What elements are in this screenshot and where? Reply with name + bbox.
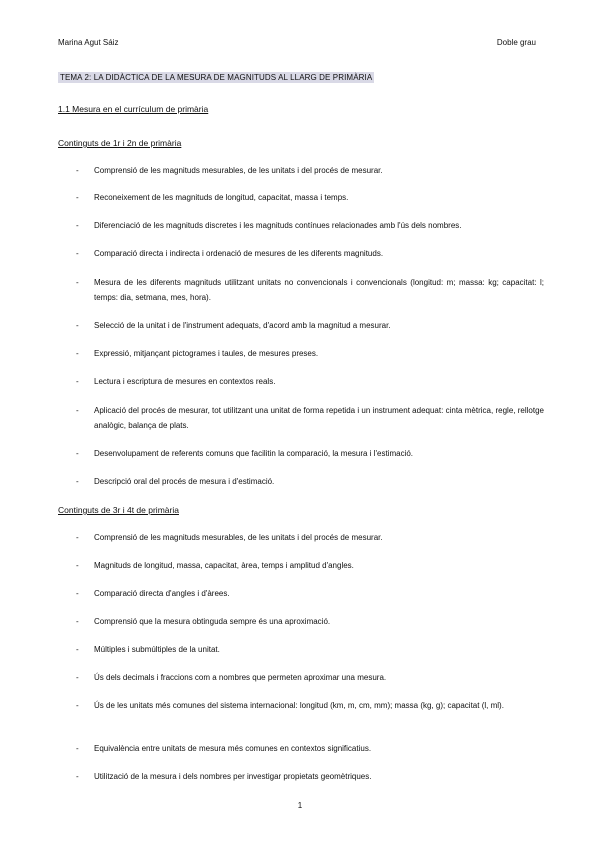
list-item-text: Aplicació del procés de mesurar, tot utilitzant una unitat de forma repetida i un instrument adequat: cinta mètrica, regle, rellotge analògic, balança de plats. [94, 406, 544, 430]
list-item-text: Comparació directa d'angles i d'àrees. [94, 589, 230, 598]
bullet-dash: - [76, 406, 79, 415]
page-number: 1 [297, 801, 303, 810]
header-author: Marina Agut Sáiz [58, 38, 119, 47]
bullet-dash: - [76, 449, 79, 458]
bullet-dash: - [76, 645, 79, 654]
bullet-dash: - [76, 561, 79, 570]
bullet-dash: - [76, 701, 79, 710]
list-item-text: Comprensió de les magnituds mesurables, de les unitats i del procés de mesurar. [94, 166, 383, 175]
header-course: Doble grau [496, 38, 536, 47]
list-item-text: Lectura i escriptura de mesures en contextos reals. [94, 377, 276, 386]
list-item-text: Reconeixement de les magnituds de longitud, capacitat, massa i temps. [94, 193, 349, 202]
list-item-text: Magnituds de longitud, massa, capacitat, àrea, temps i amplitud d'angles. [94, 561, 354, 570]
list-item-text: Ús de les unitats més comunes del sistema internacional: longitud (km, m, cm, mm); massa (kg, g); capacitat (l, ml). [94, 701, 504, 710]
list-item-text: Diferenciació de les magnituds discretes i les magnituds contínues relacionades amb l'ús dels nombres. [94, 221, 462, 230]
bullet-dash: - [76, 477, 79, 486]
bullet-dash: - [76, 249, 79, 258]
document-title: TEMA 2: LA DIDÀCTICA DE LA MESURA DE MAGNITUDS AL LLARG DE PRIMÀRIA [60, 73, 373, 82]
list-item-text: Selecció de la unitat i de l'instrument adequats, d'acord amb la magnitud a mesurar. [94, 321, 391, 330]
section1-heading: Continguts de 1r i 2n de primària [58, 138, 182, 148]
bullet-dash: - [76, 221, 79, 230]
list-item-text: Descripció oral del procés de mesura i d'estimació. [94, 477, 275, 486]
list-item-text: Comparació directa i indirecta i ordenació de mesures de les diferents magnituds. [94, 249, 384, 258]
bullet-dash: - [76, 193, 79, 202]
bullet-dash: - [76, 377, 79, 386]
list-item-text: Ús dels decimals i fraccions com a nombres que permeten aproximar una mesura. [94, 673, 387, 682]
bullet-dash: - [76, 617, 79, 626]
list-item-text: Comprensió de les magnituds mesurables, de les unitats i del procés de mesurar. [94, 533, 383, 542]
bullet-dash: - [76, 533, 79, 542]
list-item-text: Utilització de la mesura i dels nombres per investigar propietats geomètriques. [94, 772, 372, 781]
list-item-text: Equivalència entre unitats de mesura més comunes en contextos significatius. [94, 744, 372, 753]
bullet-dash: - [76, 349, 79, 358]
section-subtitle: 1.1 Mesura en el currículum de primària [58, 104, 209, 114]
bullet-dash: - [76, 744, 79, 753]
bullet-dash: - [76, 321, 79, 330]
bullet-dash: - [76, 166, 79, 175]
bullet-dash: - [76, 772, 79, 781]
bullet-dash: - [76, 278, 79, 287]
section2-heading: Continguts de 3r i 4t de primària [58, 505, 179, 515]
list-item-text: Desenvolupament de referents comuns que facilitin la comparació, la mesura i l'estimació. [94, 449, 414, 458]
bullet-dash: - [76, 673, 79, 682]
list-item-text: Expressió, mitjançant pictogrames i taules, de mesures preses. [94, 349, 319, 358]
list-item-text: Mesura de les diferents magnituds utilitzant unitats no convencionals i convencionals (longitud: m; massa: kg; capacitat: l; temps: dia, setmana, mes, hora). [94, 278, 544, 302]
list-item-text: Múltiples i submúltiples de la unitat. [94, 645, 220, 654]
bullet-dash: - [76, 589, 79, 598]
list-item-text: Comprensió que la mesura obtinguda sempre és una aproximació. [94, 617, 331, 626]
